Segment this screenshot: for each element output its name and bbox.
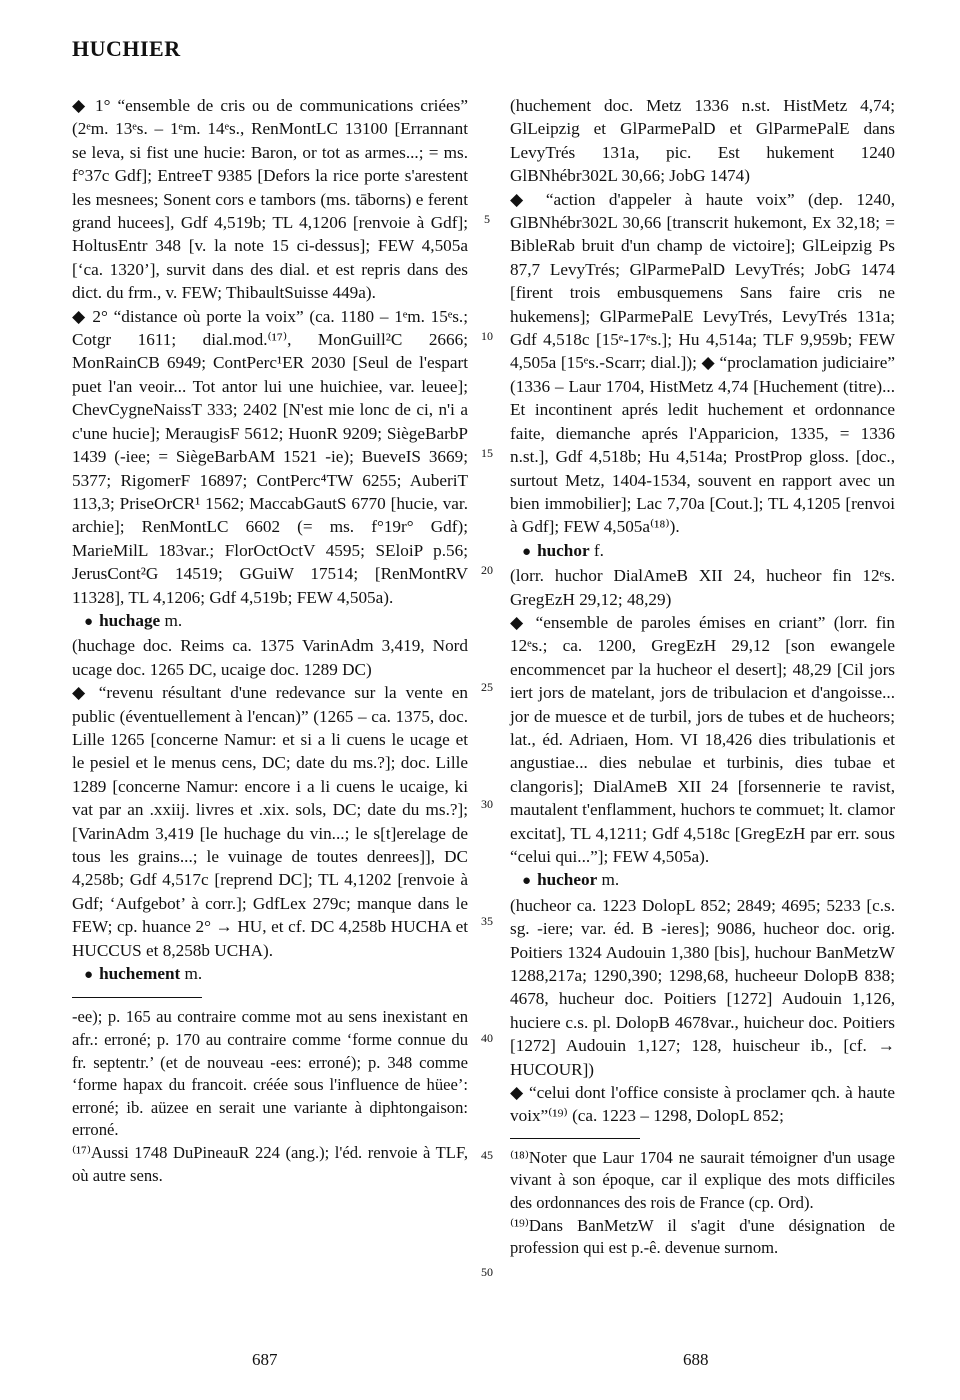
gender-label: m.: [601, 870, 620, 890]
entry-forms: (lorr. huchor DialAmeB XII 24, hucheor fin 12ᵉs. GregEzH 29,12; 48,29): [510, 566, 895, 609]
line-number: 30: [481, 797, 493, 811]
bullet-icon: ●: [84, 967, 94, 984]
line-number: 35: [481, 914, 493, 928]
footnotes: [510, 1138, 895, 1260]
sense-paragraph: ◆ “action d'appeler à haute voix” (dep. 1240, GlBNhébr302L 30,66 [transcrit hukemont, Ex 32,18; = BibleRab bruit d'un champ de victoire]; GlLeipzig Ps 87,7 LevyTrés; GlParmePalD LevyTrés; JobG 1474 [firent trois embusquemens Sans faire cris ne hukemens]; GlParmePalE LevyTrés, LevyTrés 131a; Gdf 4,518c [15ᵉ-17ᵉs.]; Hu 4,514a; TLF 9,959b; FEW 4,505a [15ᵉs.-Scarr; dial.]); ◆ “proclamation judiciaire” (1336 – Laur 1704, HistMetz 4,74 [Huchement (titre)... Et incontinent aprés ledit huchement et ordonnance faite, diemanche aprés l'Apparicion, 1335, = 1336 n.st.], Gdf 4,518b; Hu 4,514a; ProstProp gloss. [doc., surtout Metz, 1404-1534, souvent en rapport avec un bien immobilier]; Lac 7,70a [Cout.]; TL 4,1205 [renvoi à Gdf]; FEW 4,505a⁽¹⁸⁾).: [510, 189, 895, 537]
entry-forms: (huchement doc. Metz 1336 n.st. HistMetz 4,74; GlLeipzig et GlParmePalD et GlParmePalE dans LevyTrés 131a, pic. Est hukement 1240 GlBNhébr302L 30,66; JobG 1474): [510, 96, 895, 186]
line-number: 10: [481, 329, 493, 343]
line-number: 15: [481, 446, 493, 460]
footnote-rule: [72, 997, 202, 998]
page-number-right: 688: [683, 1350, 709, 1369]
sense-paragraph: ◆ “ensemble de paroles émises en criant” (lorr. fin 12ᵉs.; ca. 1200, GregEzH 29,12 [son ewangele encommencet par la hucheor el desert]; 48,29 [Cil jors iert jors de matelant, jors de tribulacion et d'angoisse... jor de muesce et de turbil, jors de tubes et de hucheors; lat., éd. Adriaen, Hom. VI 18,426 dies tribulationis et angustiae... dies nebulae et turbinis, dies tubae et clangoris]; DialAmeB XII 24 [forsennerie te ravist, mautalent t'enflamment, huchors te commuet; lt. clamor excitat], TL 4,1211; Gdf 4,518c [GregEzH par err. sous “celui qui...”]; FEW 4,505a).: [510, 612, 895, 866]
entry-headword: [510, 539, 895, 564]
headword: huchor: [537, 540, 590, 560]
gender-label: m.: [164, 610, 183, 630]
right-column: [510, 94, 895, 1260]
entry-headword: [72, 609, 468, 634]
bullet-icon: ●: [84, 613, 94, 630]
bullet-icon: ●: [522, 873, 532, 890]
line-number: 20: [481, 563, 493, 577]
line-number: 40: [481, 1031, 493, 1045]
line-number: 5: [484, 212, 490, 226]
footnote-rule: [510, 1138, 640, 1139]
headword: huchement: [99, 964, 181, 984]
gender-label: f.: [593, 540, 604, 560]
sense-paragraph: ◆ “revenu résultant d'une redevance sur la vente en public (éventuellement à l'encan)” (1265 – ca. 1375, doc. Lille 1265 [concerne Namur: et si a li cuens le ucage et le pesiel et le menus cens, DC; date du ms.?]; doc. Lille 1289 [concerne Namur: encore i a li cuens le ucaige, ki vat par an .xxiij. livres et .xix. sols, DC; date du ms.?]; [VarinAdm 3,419 [le huchage du vin...; le s[t]erelage de tous les grains...; le vuinage de toutes denrees]], DC 4,258b; Gdf 4,517c [reprend DC]; TL 4,1202 [renvoie à Gdf; ‘Aufgebot’ à corr.]; GdfLex 279c; manque dans le FEW; cp. huance 2° → HU, et cf. DC 4,258b HUCHA et HUCCUS et 8,258b UCHA).: [72, 683, 468, 960]
line-number: 50: [481, 1265, 493, 1279]
entry-headword: [510, 868, 895, 893]
left-column: [72, 94, 468, 1187]
headword: hucheor: [537, 870, 598, 890]
headword: huchage: [99, 610, 161, 630]
line-number: 45: [481, 1148, 493, 1162]
footnotes: [72, 997, 468, 1187]
sense-paragraph: ◆ “celui dont l'office consiste à proclamer qch. à haute voix”⁽¹⁹⁾ (ca. 1223 – 1298, DolopL 852;: [510, 1083, 895, 1126]
footnote: ⁽¹⁹⁾Dans BanMetzW il s'agit d'une désignation de profession qui est p.-ê. devenue surnom.: [510, 1215, 895, 1258]
running-header: HUCHIER: [72, 36, 181, 61]
line-number: 25: [481, 680, 493, 694]
gender-label: m.: [184, 964, 203, 984]
entry-forms: (hucheor ca. 1223 DolopL 852; 2849; 4695; 5233 [c.s. sg. -iere; var. éd. B -ieres]; 9086, hucheor doc. orig. Poitiers 1324 Audouin 1,380 [bis], huchour BanMetzW 1288,217a; 1290,390; 1298,68, hucheeur DolopB 838; 4678, hucheur doc. Poitiers [1272] Audouin 1,126, huciere c.s. pl. DolopB 4678var., huicheur doc. Poitiers [1272] Audouin 1,127; 128, huischeur ib., [cf. → HUCOUR]): [510, 895, 895, 1079]
footnote: -ee); p. 165 au contraire comme mot au sens inexistant en afr.: erroné; p. 170 au contraire comme ‘forme connue du fr. septentr.’ (et de nouveau -ees: erroné); p. 348 comme ‘forme hapax du francoit. créée sous l'influence de hüee’: erroné; ib. aüzee en serait une variante à diphtongaison: erroné.: [72, 1007, 468, 1140]
page-number-left: 687: [252, 1350, 278, 1369]
entry-forms: (huchage doc. Reims ca. 1375 VarinAdm 3,419, Nord ucage doc. 1265 DC, ucaige doc. 1289 DC): [72, 636, 468, 679]
sense-paragraph: ◆ 1° “ensemble de cris ou de communications criées” (2ᵉm. 13ᵉs. – 1ᵉm. 14ᵉs., RenMontLC 13100 [Errannant se leva, si fist une hucie: Baron, or tot as armes...; = ms. f°37c Gdf]; EntreeT 9385 [Defors la rice porte s'arestent les mesnees; Sonent cors e tambors (ms. tāborns) e ferent grand hucees], Gdf 4,519b; TL 4,1206 [renvoie à Gdf]; HoltusEntr 348 [v. la note 15 ci-dessus]; FEW 4,505a [‘ca. 1320’], survit dans des dial. et est repris dans des dict. du frm., v. FEW; ThibaultSuisse 449a).: [72, 96, 468, 303]
footnote: ⁽¹⁷⁾Aussi 1748 DuPineauR 224 (ang.); l'éd. renvoie à TLF, où autre sens.: [72, 1143, 468, 1185]
entry-headword: [72, 962, 468, 987]
footnote: ⁽¹⁸⁾Noter que Laur 1704 ne saurait témoigner d'un usage vivant à son époque, car il explique des mots difficiles des ordonnances des rois de France (cp. Ord).: [510, 1147, 895, 1213]
bullet-icon: ●: [522, 543, 532, 560]
sense-paragraph: ◆ 2° “distance où porte la voix” (ca. 1180 – 1ᵉm. 15ᵉs.; Cotgr 1611; dial.mod.⁽¹⁷⁾, MonGuill²C 2666; MonRainCB 6949; ContPerc¹ER 2030 [Seul de l'espart puet l'an veoir... Tot antor lui une huichiee, var. leuee]; ChevCygneNaissT 333; 2402 [N'est mie lonc de ci, n'i a c'une hucie]; MeraugisF 5612; HuonR 9209; SiègeBarbP 1439 (-iee; = SiègeBarbAM 1521 -ie); BueveIS 3669; 5377; RigomerF 16897; ContPerc⁴TW 6255; AuberiT 113,3; PriseOrCR¹ 1562; MaccabGautS 6770 [hucie, var. archie]; RenMontLC 6602 (= ms. f°19r° Gdf); MarieMilL 183var.; FlorOctOctV 4595; SEloiP p.56; JerusCont²G 14519; GGuiW 17514; [RenMontRV 11328], TL 4,1206; Gdf 4,519b; FEW 4,505a).: [72, 306, 468, 607]
